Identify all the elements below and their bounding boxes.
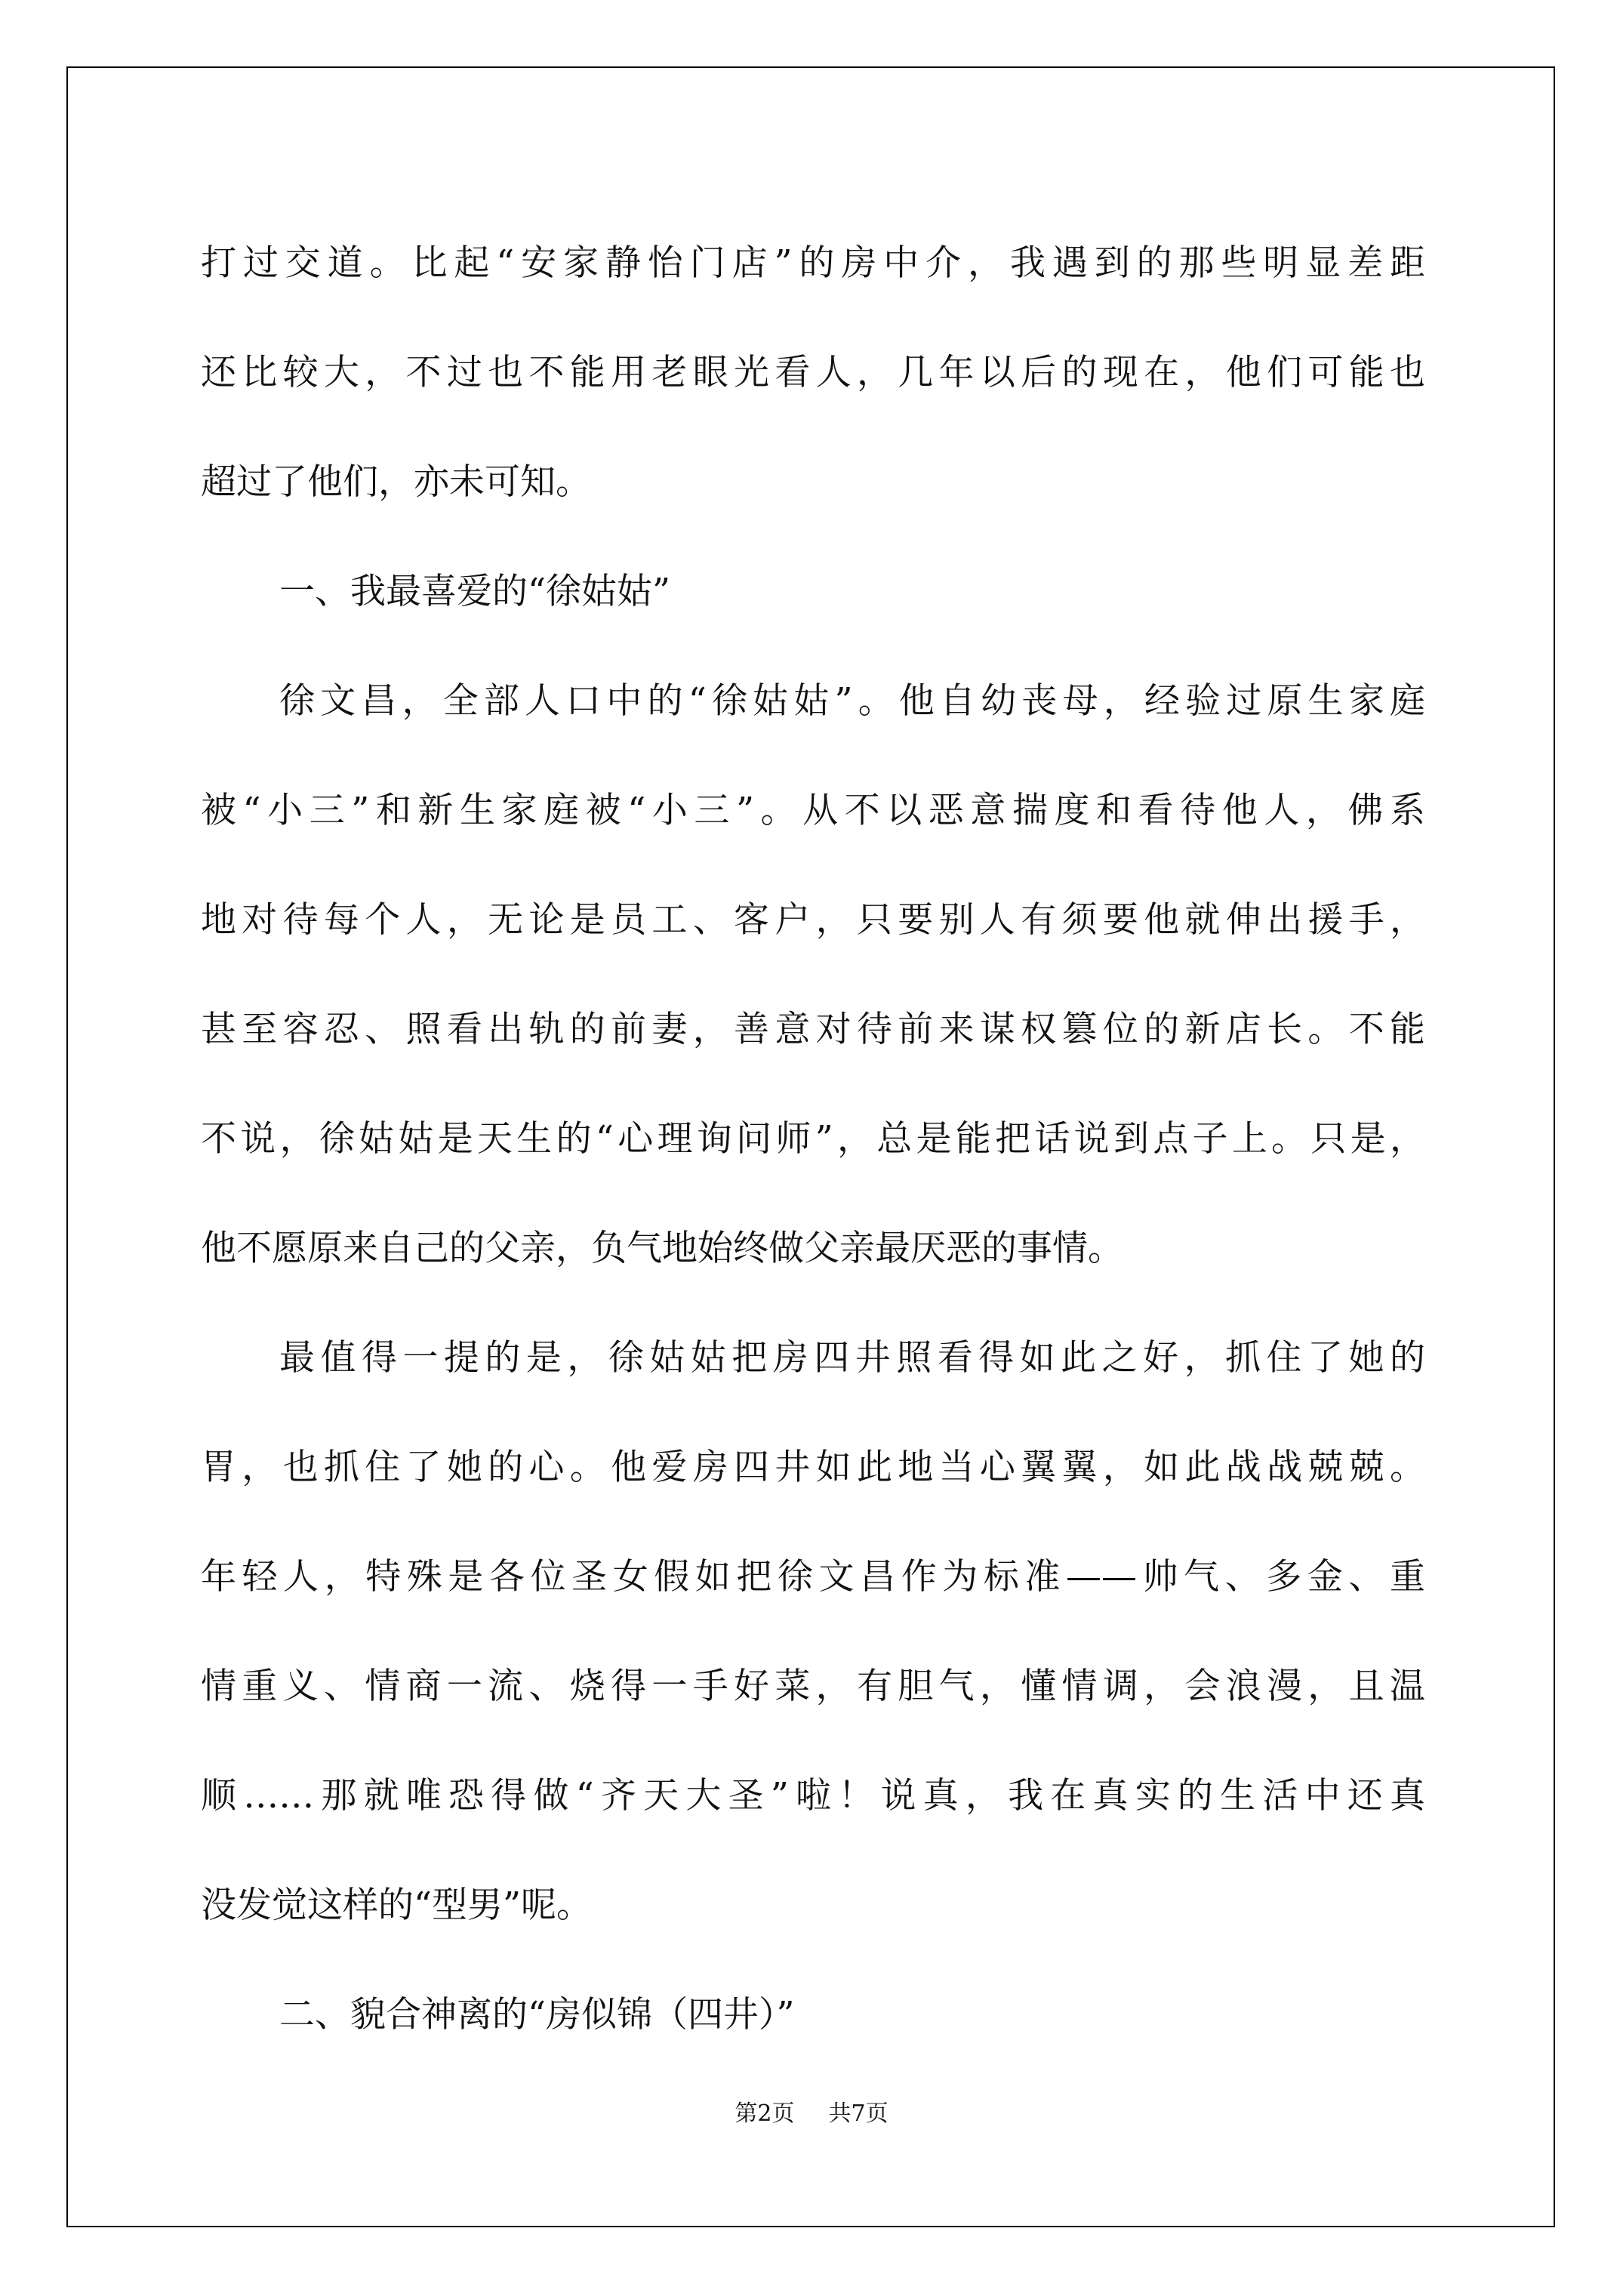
text-line: 甚至容忍、照看出轨的前妻，善意对待前来谋权篡位的新店长。不能 <box>201 1009 1425 1050</box>
section-heading-2: 二、貌合神离的“房似锦（四井）” <box>279 1994 795 2036</box>
text-line: 他不愿原来自己的父亲，负气地始终做父亲最厌恶的事情。 <box>201 1228 1123 1269</box>
text-line: 情重义、情商一流、烧得一手好菜，有胆气，懂情调，会浪漫，且温 <box>201 1666 1425 1707</box>
paragraph-start: 徐文昌，全部人口中的“徐姑姑”。他自幼丧母，经验过原生家庭 <box>279 680 1425 722</box>
text-line: 不说，徐姑姑是天生的“心理询问师”，总是能把话说到点子上。只是， <box>201 1118 1425 1160</box>
text-line: 打过交道。比起“安家静怡门店”的房中介，我遇到的那些明显差距 <box>201 242 1425 284</box>
text-line: 胃，也抓住了她的心。他爱房四井如此地当心翼翼，如此战战兢兢。 <box>201 1447 1425 1488</box>
text-line: 超过了他们，亦未可知。 <box>201 461 591 503</box>
text-line: 地对待每个人，无论是员工、客户，只要别人有须要他就伸出援手， <box>201 899 1425 941</box>
section-heading-1: 一、我最喜爱的“徐姑姑” <box>279 571 671 612</box>
document-body <box>201 208 1425 2069</box>
paragraph-start: 最值得一提的是，徐姑姑把房四井照看得如此之好，抓住了她的 <box>279 1337 1425 1379</box>
text-line: 没发觉这样的“型男”呢。 <box>201 1885 593 1926</box>
text-line: 还比较大，不过也不能用老眼光看人，几年以后的现在，他们可能也 <box>201 352 1425 393</box>
text-line: 顺……那就唯恐得做“齐天大圣”啦！说真，我在真实的生活中还真 <box>201 1775 1425 1817</box>
text-line: 被“小三”和新生家庭被“小三”。从不以恶意揣度和看待他人，佛系 <box>201 790 1425 831</box>
page-number: 第2页 <box>735 2100 795 2127</box>
page-footer <box>0 2099 1623 2129</box>
text-line: 年轻人，特殊是各位圣女假如把徐文昌作为标准——帅气、多金、重 <box>201 1556 1425 1598</box>
page-total: 共7页 <box>828 2100 888 2127</box>
